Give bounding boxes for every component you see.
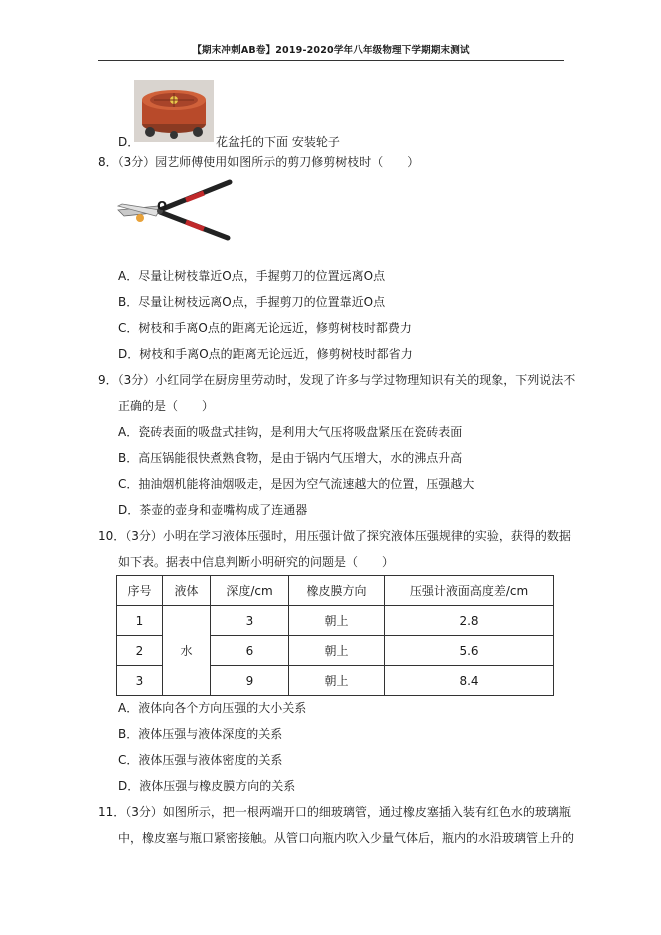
q10-option-b: B．液体压强与液体深度的关系 — [118, 727, 283, 741]
q9-stem-line2: 正确的是（ ） — [118, 399, 215, 413]
header-divider — [98, 60, 564, 61]
table-cell: 朝上 — [289, 666, 385, 696]
header-cell: 橡皮膜方向 — [289, 576, 385, 606]
table-cell: 9 — [211, 666, 289, 696]
q8-option-c: C．树枝和手离O点的距离无论远近，修剪树枝时都费力 — [118, 321, 412, 335]
q10-option-d: D．液体压强与橡皮膜方向的关系 — [118, 779, 296, 793]
table-cell: 5.6 — [385, 636, 554, 666]
q7-option-d-label: D． — [118, 135, 140, 149]
q9-option-d: D．茶壶的壶身和壶嘴构成了连通器 — [118, 503, 308, 517]
table-cell: 2 — [117, 636, 163, 666]
table-header-row — [117, 576, 554, 606]
table-cell: 2.8 — [385, 606, 554, 636]
table-cell: 3 — [117, 666, 163, 696]
table-cell: 朝上 — [289, 606, 385, 636]
q7-option-d-text: 花盆托的下面 安装轮子 — [216, 135, 340, 149]
data-table — [116, 575, 554, 696]
table-cell: 1 — [117, 606, 163, 636]
q10-stem-line1: 10．（3分）小明在学习液体压强时，用压强计做了探究液体压强规律的实验，获得的数据 — [98, 529, 571, 543]
q11-stem-line2: 中，橡皮塞与瓶口紧密接触。从管口向瓶内吹入少量气体后，瓶内的水沿玻璃管上升的 — [118, 831, 575, 845]
q10-option-a: A．液体向各个方向压强的大小关系 — [118, 701, 307, 715]
table-cell: 3 — [211, 606, 289, 636]
flowerpot-tray-image — [134, 80, 214, 142]
q11-stem-line1: 11．（3分）如图所示，把一根两端开口的细玻璃管，通过橡皮塞插入装有红色水的玻璃瓶 — [98, 805, 571, 819]
table-cell: 朝上 — [289, 636, 385, 666]
q9-option-a: A．瓷砖表面的吸盘式挂钩，是利用大气压将吸盘紧压在瓷砖表面 — [118, 425, 463, 439]
q8-option-d: D．树枝和手离O点的距离无论远近，修剪树枝时都省力 — [118, 347, 413, 361]
q9-option-b: B．高压锅能很快煮熟食物，是由于锅内气压增大，水的沸点升高 — [118, 451, 463, 465]
pruning-shears-image — [116, 176, 236, 242]
q8-option-b: B．尽量让树枝远离O点，手握剪刀的位置靠近O点 — [118, 295, 386, 309]
q10-stem-line2: 如下表。据表中信息判断小明研究的问题是（ ） — [118, 555, 395, 569]
q8-stem: 8．（3分）园艺师傅使用如图所示的剪刀修剪树枝时（ ） — [98, 155, 420, 169]
liquid-cell: 水 — [163, 606, 211, 696]
q10-option-c: C．液体压强与液体密度的关系 — [118, 753, 283, 767]
pivot-label-o: O — [157, 199, 168, 213]
table-cell: 6 — [211, 636, 289, 666]
table-row — [117, 606, 554, 636]
q8-option-a: A．尽量让树枝靠近O点，手握剪刀的位置远离O点 — [118, 269, 386, 283]
page-header: 【期末冲刺AB卷】2019-2020学年八年级物理下学期期末测试 — [192, 45, 470, 56]
header-cell: 液体 — [163, 576, 211, 606]
table-cell: 8.4 — [385, 666, 554, 696]
header-cell: 压强计液面高度差/cm — [385, 576, 554, 606]
header-cell: 序号 — [117, 576, 163, 606]
q9-option-c: C．抽油烟机能将油烟吸走，是因为空气流速越大的位置，压强越大 — [118, 477, 475, 491]
q9-stem-line1: 9．（3分）小红同学在厨房里劳动时，发现了许多与学过物理知识有关的现象，下列说法不 — [98, 373, 576, 387]
header-cell: 深度/cm — [211, 576, 289, 606]
